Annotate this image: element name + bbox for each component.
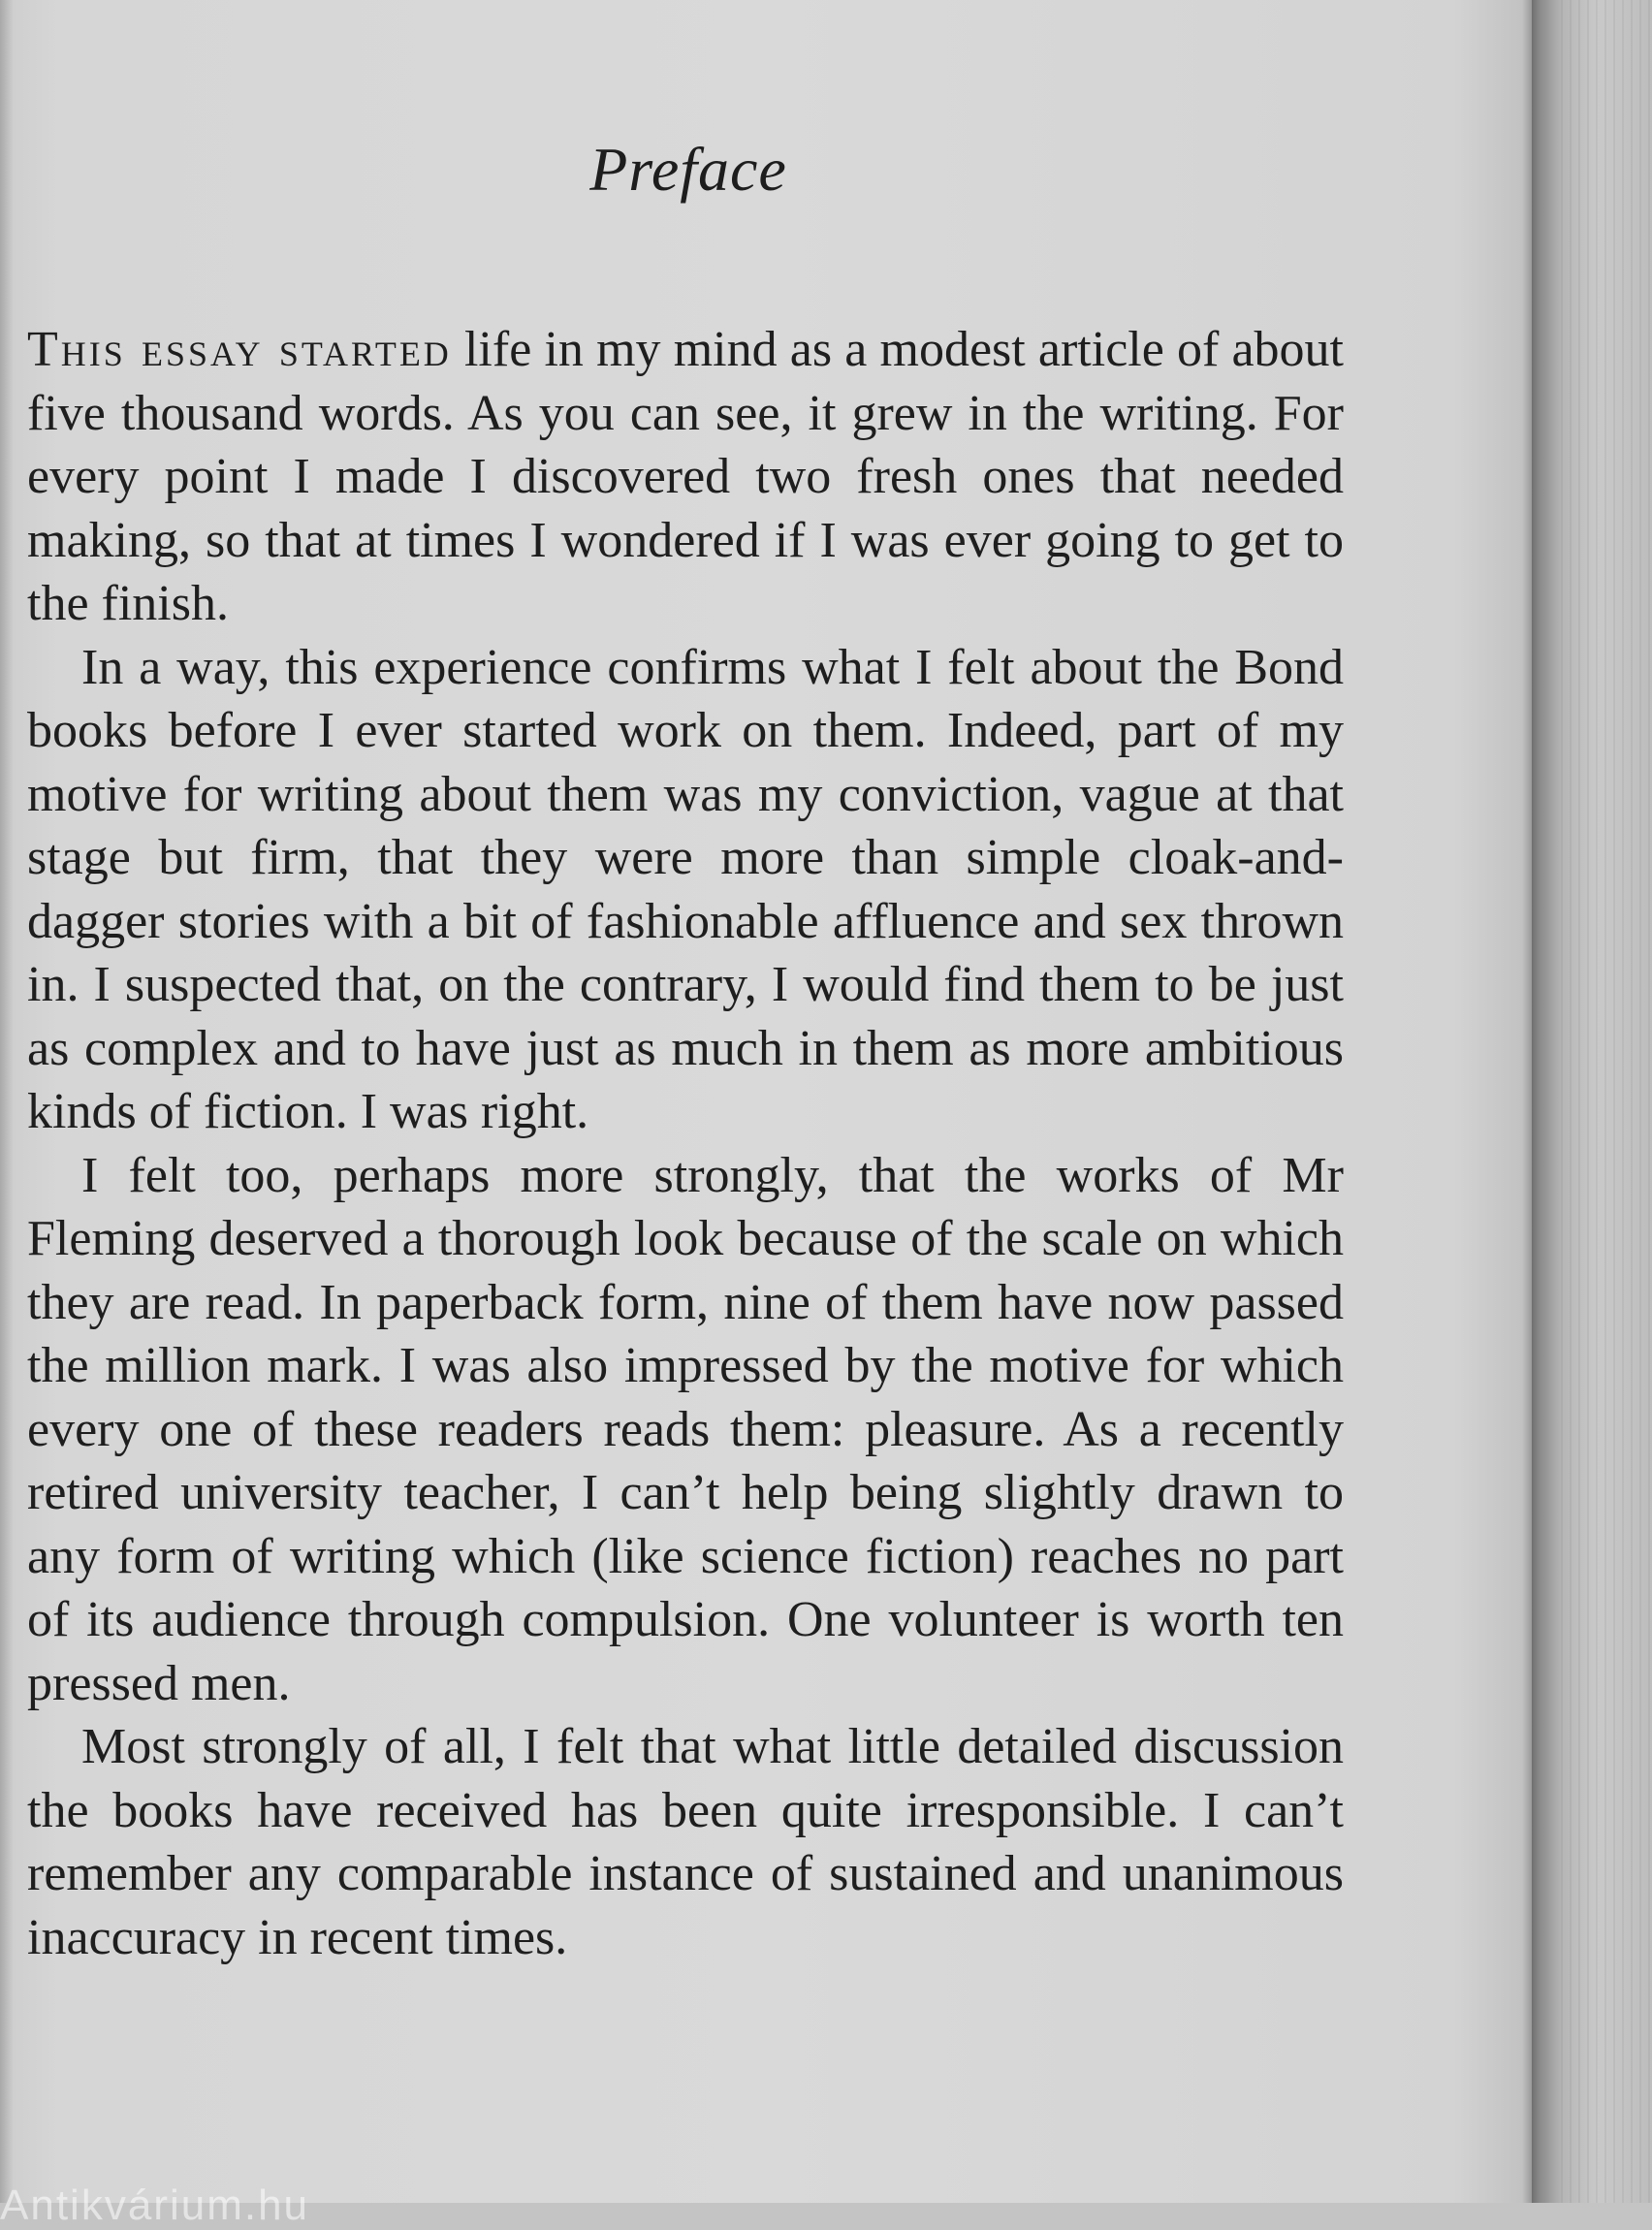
watermark-logo: Antikvárium.hu bbox=[0, 2182, 310, 2229]
page-title: Preface bbox=[589, 135, 787, 204]
paragraph-2: In a way, this experience confirms what I felt about the Bond books before I ever started work on them. Indeed, part of my motive for writing about them was my conviction, vague at that stage but firm, that they were more than simple cloak-and-dagger stories with a bit of fashionable affluence and sex thrown in. I suspected that, on the contrary, I would find them to be just as complex and to have just as much in them as more ambitious kinds of fiction. I was right. bbox=[27, 639, 1344, 1139]
paragraph-1 bbox=[27, 318, 1344, 636]
background-surface bbox=[1561, 0, 1652, 2203]
page-gutter-shadow bbox=[1532, 0, 1561, 2203]
paragraph-3: I felt too, perhaps more strongly, that the works of Mr Fleming deserved a thorough look because of the scale on which they are read. In paperback form, nine of them have now passed the million mark. I was also impressed by the motive for which every one of these readers reads them: pleasure. As a recently retired university teacher, I can’t help being slightly drawn to any form of writing which (like science fiction) reaches no part of its audience through compulsion. One volunteer is worth ten pressed men. bbox=[27, 1147, 1344, 1711]
paragraph-4: Most strongly of all, I felt that what little detailed discussion the books have received has been quite irresponsible. I can’t remember any comparable instance of sustained and unanimous inaccuracy in recent times. bbox=[27, 1719, 1344, 1965]
preface-body bbox=[27, 318, 1344, 1969]
lead-in-small-caps: This essay started bbox=[27, 322, 452, 377]
paragraph-1-text: life in my mind as a modest article of about five thousand words. As you can see, it grew in the writing. For every point I made I discovered two fresh ones that needed making, so that at times I wondered if I was ever going to get to the finish. bbox=[27, 322, 1344, 631]
